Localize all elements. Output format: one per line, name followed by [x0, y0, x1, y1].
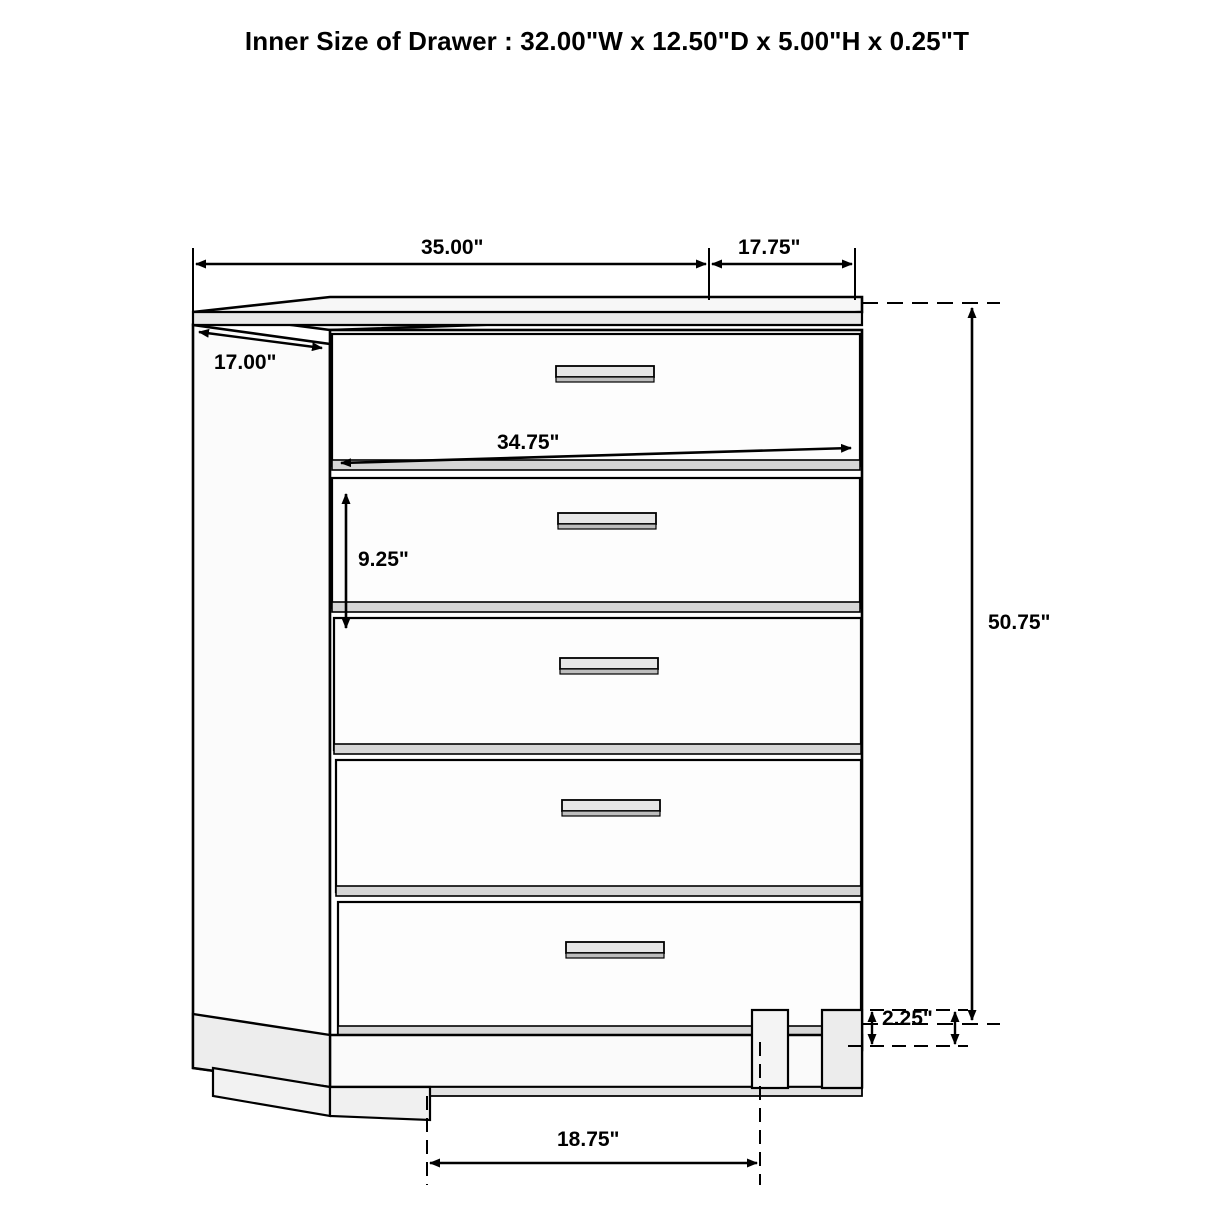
dim-label-side-depth: 17.00" [214, 351, 277, 374]
drawer-4-handle[interactable] [562, 800, 660, 816]
drawer-2-handle[interactable] [558, 513, 656, 529]
dim-label-top-width: 35.00" [421, 236, 484, 259]
drawer-1-handle[interactable] [556, 366, 654, 382]
drawer-5-handle[interactable] [566, 942, 664, 958]
dim-label-leg-height: 2.25" [882, 1007, 933, 1030]
chest-top-edge [193, 312, 862, 325]
drawer-2[interactable] [332, 478, 860, 612]
page-title: Inner Size of Drawer : 32.00"W x 12.50"D x 5.00"H x 0.25"T [244, 26, 970, 56]
drawer-4[interactable] [336, 760, 861, 896]
leg-right-outer [822, 1010, 862, 1088]
leg-left [330, 1087, 430, 1120]
drawer-3[interactable] [334, 618, 861, 754]
dim-label-overall-height: 50.75" [988, 611, 1051, 634]
leg-right [752, 1010, 788, 1088]
dim-label-drawer-width: 34.75" [497, 431, 560, 454]
chest-body [193, 297, 862, 1120]
drawer-3-handle[interactable] [560, 658, 658, 674]
dim-label-foot-span: 18.75" [557, 1128, 620, 1151]
dim-label-drawer-height: 9.25" [358, 548, 409, 571]
chest-left-side-panel [193, 325, 330, 1087]
dim-label-top-depth: 17.75" [738, 236, 801, 259]
